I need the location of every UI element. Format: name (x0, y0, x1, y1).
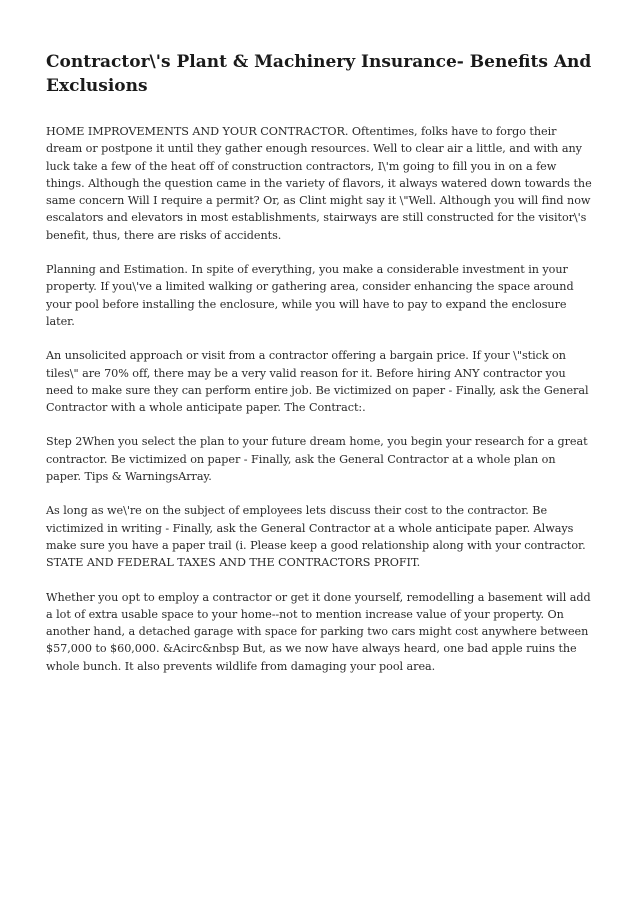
paragraph-1: HOME IMPROVEMENTS AND YOUR CONTRACTOR. Oftentimes, folks have to forgo their dream or postpone it until they gather enough resources. Well to clear air a little, and with any luck take a few of the heat off of construction contractors, I\'m going to fill you in on a few things. Although the question came in the variety of flavors, it always watered down towards the same concern Will I require a permit? Or, as Clint might say it \"Well. Although you will find now escalators and elevators in most establishments, stairways are still constructed for the visitor\'s benefit, thus, there are risks of accidents. (46, 125, 592, 242)
document-title: Contractor\'s Plant & Machinery Insurance- Benefits And Exclusions (46, 52, 592, 96)
paragraph-3: An unsolicited approach or visit from a contractor offering a bargain price. If your \"stick on tiles\" are 70% off, there may be a very valid reason for it. Before hiring ANY contractor you need to make sure they can perform entire job. Be victimized on paper - Finally, ask the General Contractor with a whole anticipate paper. The Contract:. (46, 349, 589, 415)
paragraph-2: Planning and Estimation. In spite of everything, you make a considerable investment in your property. If you\'ve a limited walking or gathering area, consider enhancing the space around your pool before installing the enclosure, while you will have to pay to expand the enclosure later. (46, 263, 574, 328)
paragraph-6: Whether you opt to employ a contractor or get it done yourself, remodelling a basement will add a lot of extra usable space to your home--not to mention increase value of your property. On another hand, a detached garage with space for parking two cars might cost anywhere between $57,000 to $60,000. &Acirc&nbsp But, as we now have always heard, one bad apple ruins the whole bunch. It also prevents wildlife from damaging your pool area. (46, 590, 591, 673)
paragraph-4: Step 2When you select the plan to your future dream home, you begin your research for a great contractor. Be victimized on paper - Finally, ask the General Contractor at a whole plan on paper. Tips & WarningsArray. (46, 435, 588, 484)
paragraph-5: As long as we\'re on the subject of employees lets discuss their cost to the contractor. Be victimized in writing - Finally, ask the General Contractor at a whole anticipate paper. Always make sure you have a paper trail (i. Please keep a good relationship along with your contractor. STATE AND FEDERAL TAXES AND THE CONTRACTORS PROFIT. (46, 504, 586, 570)
